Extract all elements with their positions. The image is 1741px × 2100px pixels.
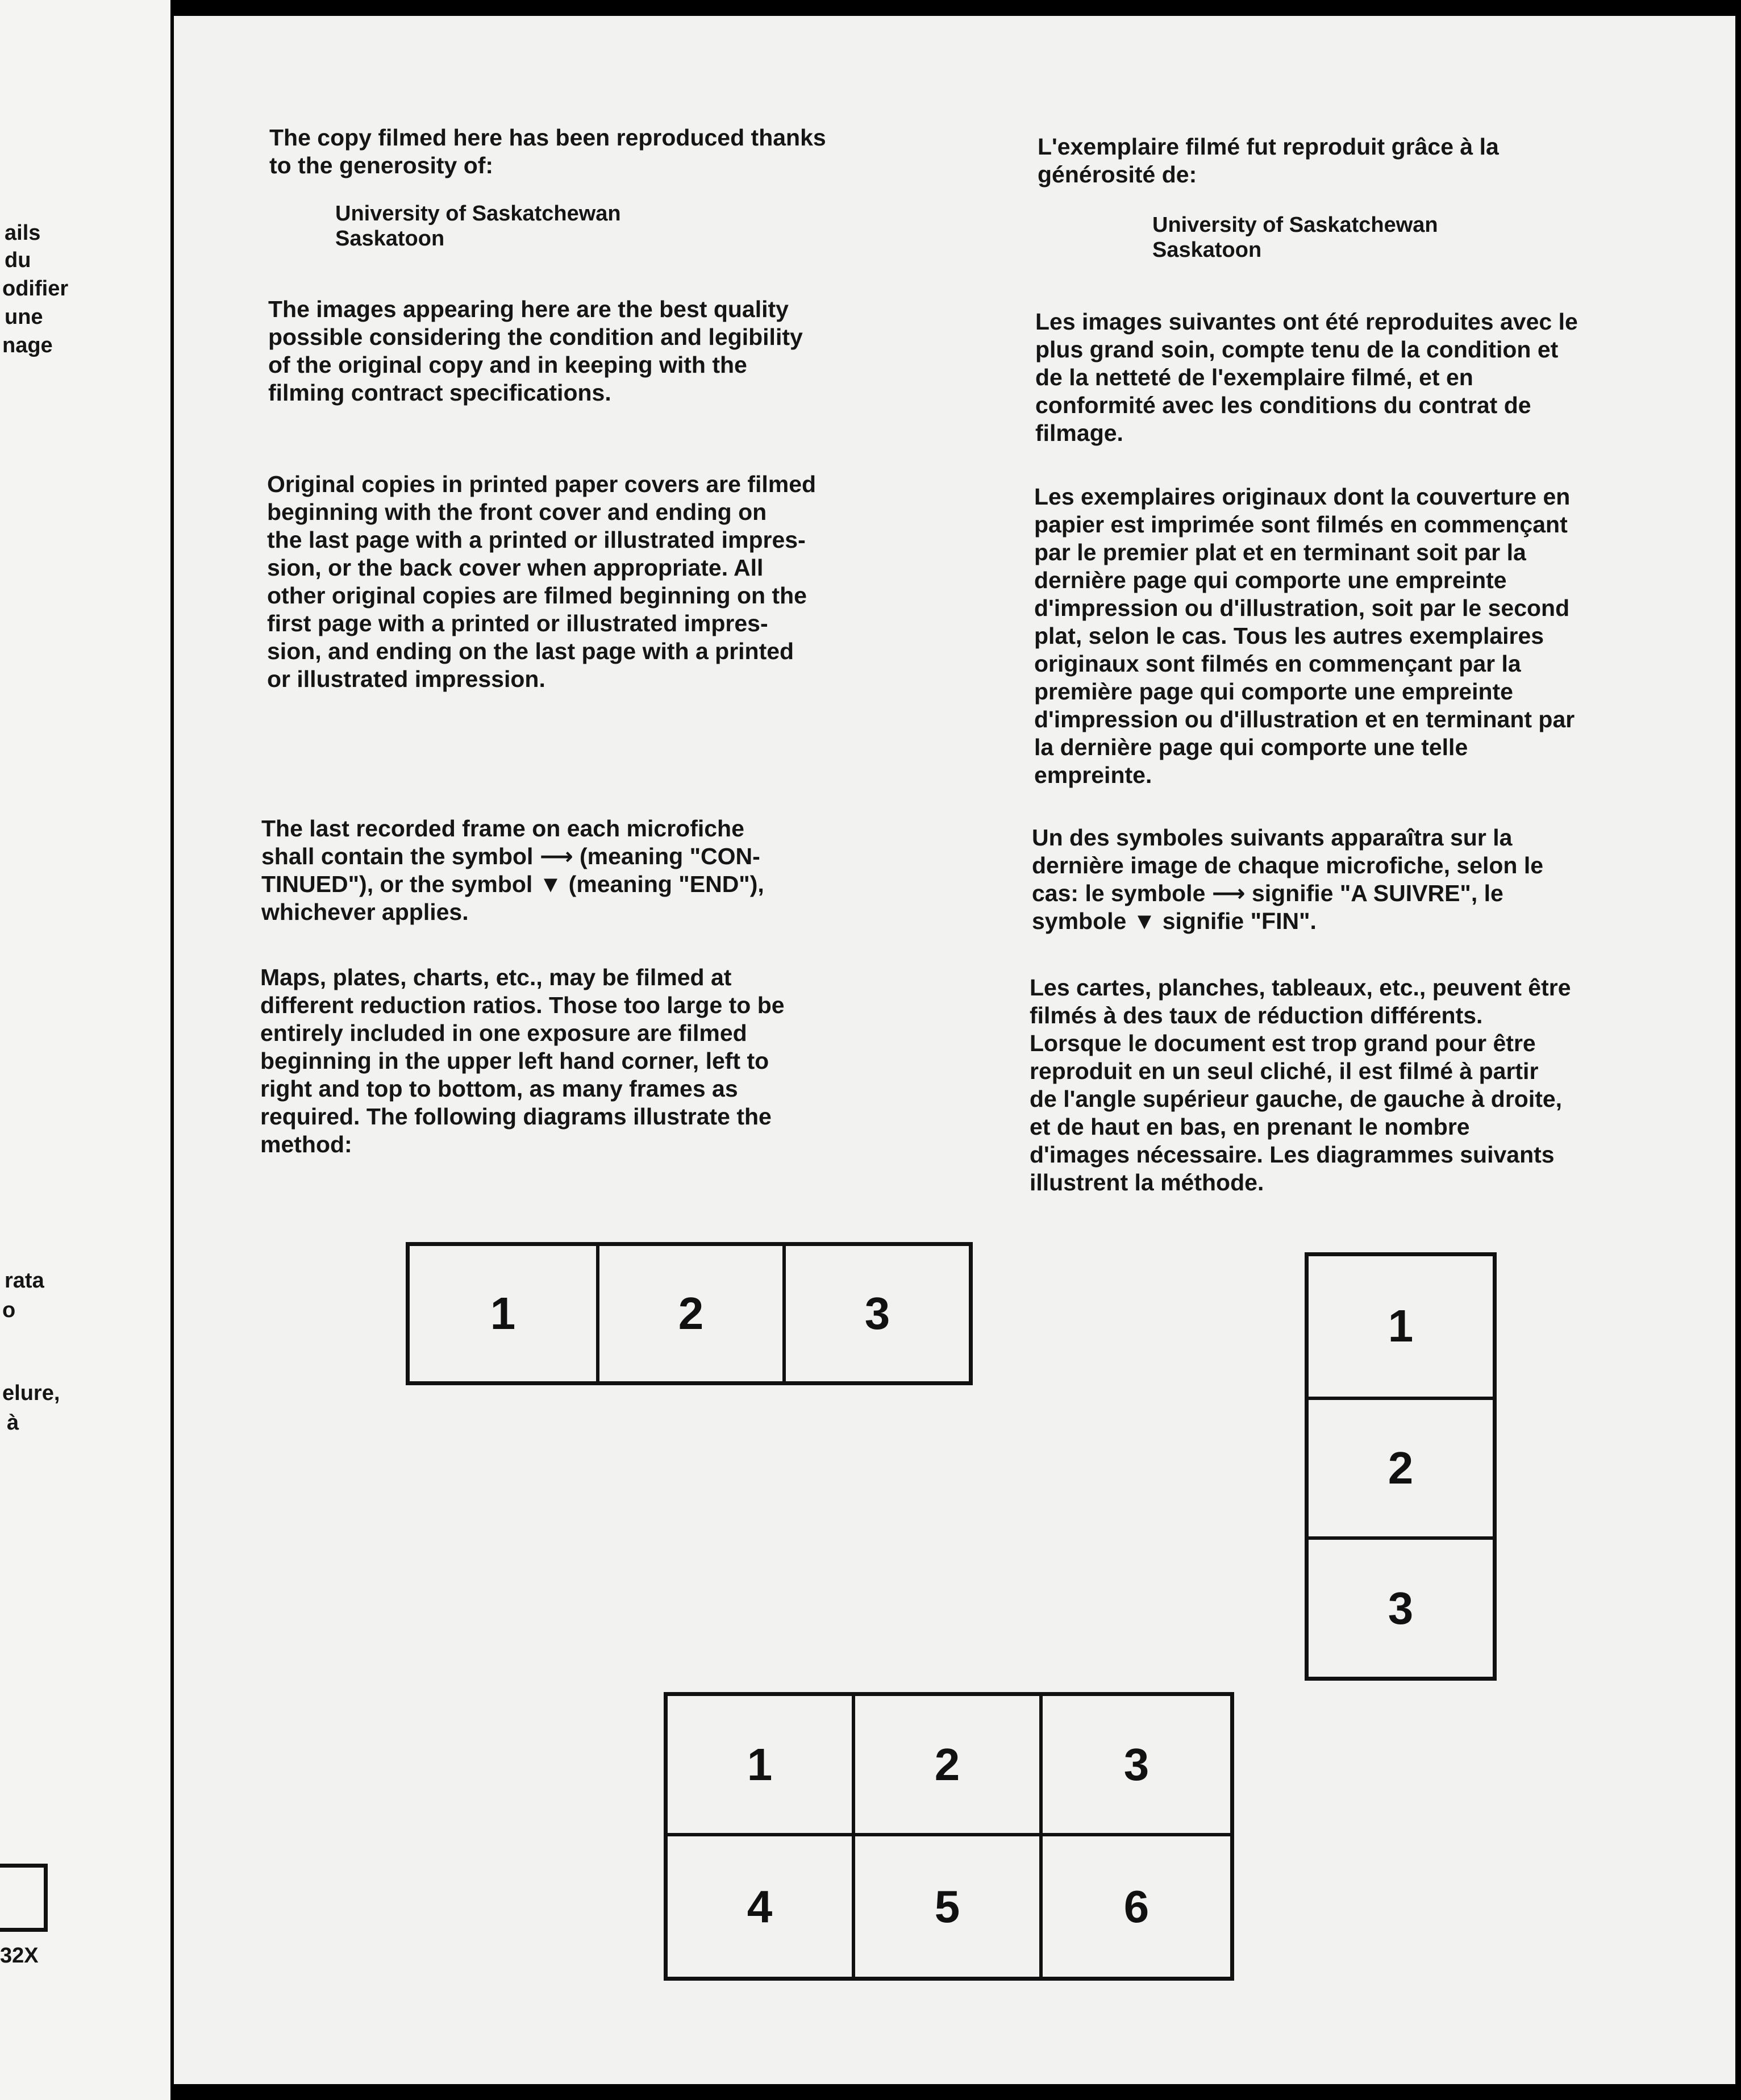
reduction-box bbox=[0, 1864, 48, 1932]
frame-cell: 2 bbox=[855, 1696, 1043, 1836]
maps-statement-en: Maps, plates, charts, etc., may be filmed at different reduction ratios. Those too large to be entirely included in one exposure are filmed beginning in the upper left hand corner, left to right and top to bottom, as many frames as required. The following diagrams illustrate the method: bbox=[260, 964, 785, 1157]
quality-statement-fr: Les images suivantes ont été reproduites avec le plus grand soin, compte tenu de la condition et de la netteté de l'exemplaire filmé, et en conformité avec les conditions du contrat de filmage. bbox=[1035, 309, 1578, 446]
left-fragment-text: du bbox=[5, 248, 31, 272]
frame-cell: 1 bbox=[668, 1696, 855, 1836]
frame-cell: 6 bbox=[1123, 1881, 1149, 1932]
frame-cell: 5 bbox=[855, 1836, 1043, 1977]
quality-statement-en: The images appearing here are the best quality possible considering the condition and legibility of the original copy and in keeping with the filming contract specifications. bbox=[268, 296, 803, 406]
institution-fr: University of Saskatchewan Saskatoon bbox=[1152, 213, 1438, 262]
left-fragment-text: rata bbox=[5, 1269, 44, 1293]
left-fragment-text: à bbox=[7, 1411, 19, 1435]
diagram-grid-frames bbox=[664, 1692, 1234, 1981]
credit-intro-fr: L'exemplaire filmé fut reproduit grâce à la générosité de: bbox=[1038, 134, 1499, 188]
covers-statement-en: Original copies in printed paper covers are filmed beginning with the front cover and ending on the last page with a printed or illustrated impres- sion, or the back cover when appropriate. All other original copies are filmed beginning on the first page with a printed or illustrated impres- sion, and ending on the last page with a printed or illustrated impression. bbox=[267, 471, 817, 692]
symbols-statement-en: The last recorded frame on each microfiche shall contain the symbol ⟶ (meaning "CON- TINUED"), or the symbol ▼ (meaning "END"), whichever applies. bbox=[261, 815, 764, 925]
frame-cell: 2 bbox=[1309, 1397, 1493, 1537]
left-page-strip bbox=[0, 0, 170, 2100]
institution-en: University of Saskatchewan Saskatoon bbox=[335, 202, 621, 251]
left-fragment-text: odifier bbox=[2, 277, 69, 301]
left-fragment-text: ails bbox=[5, 221, 41, 245]
left-fragment-text: nage bbox=[2, 334, 53, 357]
maps-statement-fr: Les cartes, planches, tableaux, etc., peuvent être filmés à des taux de réduction différents. Lorsque le document est trop grand pour être reproduit en un seul cliché, il est filmé à partir de l'angle supérieur gauche, de gauche à droite, et de haut en bas, en prenant le nombre d'images nécessaire. Les diagrammes suivants illustrent la méthode. bbox=[1030, 974, 1571, 1195]
frame-cell: 1 bbox=[490, 1288, 516, 1339]
reduction-label: 32X bbox=[0, 1944, 39, 1968]
frame-cell: 3 bbox=[782, 1246, 969, 1381]
diagram-vertical-frames bbox=[1305, 1252, 1497, 1681]
left-fragment-text: elure, bbox=[2, 1381, 60, 1405]
diagram-horizontal-frames bbox=[406, 1242, 973, 1385]
left-fragment-text: une bbox=[5, 305, 43, 329]
credit-intro-en: The copy filmed here has been reproduced thanks to the generosity of: bbox=[269, 124, 826, 178]
covers-statement-fr: Les exemplaires originaux dont la couverture en papier est imprimée sont filmés en commençant par le premier plat et en terminant soit par la dernière page qui comporte une empreinte d'impression ou d'illustration, soit par le second plat, selon le cas. Tous les autres exemplaires originaux sont filmés en commençant par la première page qui comporte une empreinte d'impression ou d'illustration et en terminant par la dernière page qui comporte une telle empreinte. bbox=[1034, 484, 1575, 788]
left-fragment-text: o bbox=[2, 1298, 16, 1322]
frame-cell: 4 bbox=[668, 1836, 855, 1977]
frame-cell: 1 bbox=[1388, 1301, 1414, 1352]
frame-cell: 3 bbox=[1309, 1536, 1493, 1677]
frame-cell: 3 bbox=[1043, 1696, 1230, 1836]
symbols-statement-fr: Un des symboles suivants apparaîtra sur la dernière image de chaque microfiche, selon le cas: le symbole ⟶ signifie "A SUIVRE", le symbole ▼ signifie "FIN". bbox=[1032, 824, 1544, 934]
frame-cell: 2 bbox=[596, 1246, 782, 1381]
